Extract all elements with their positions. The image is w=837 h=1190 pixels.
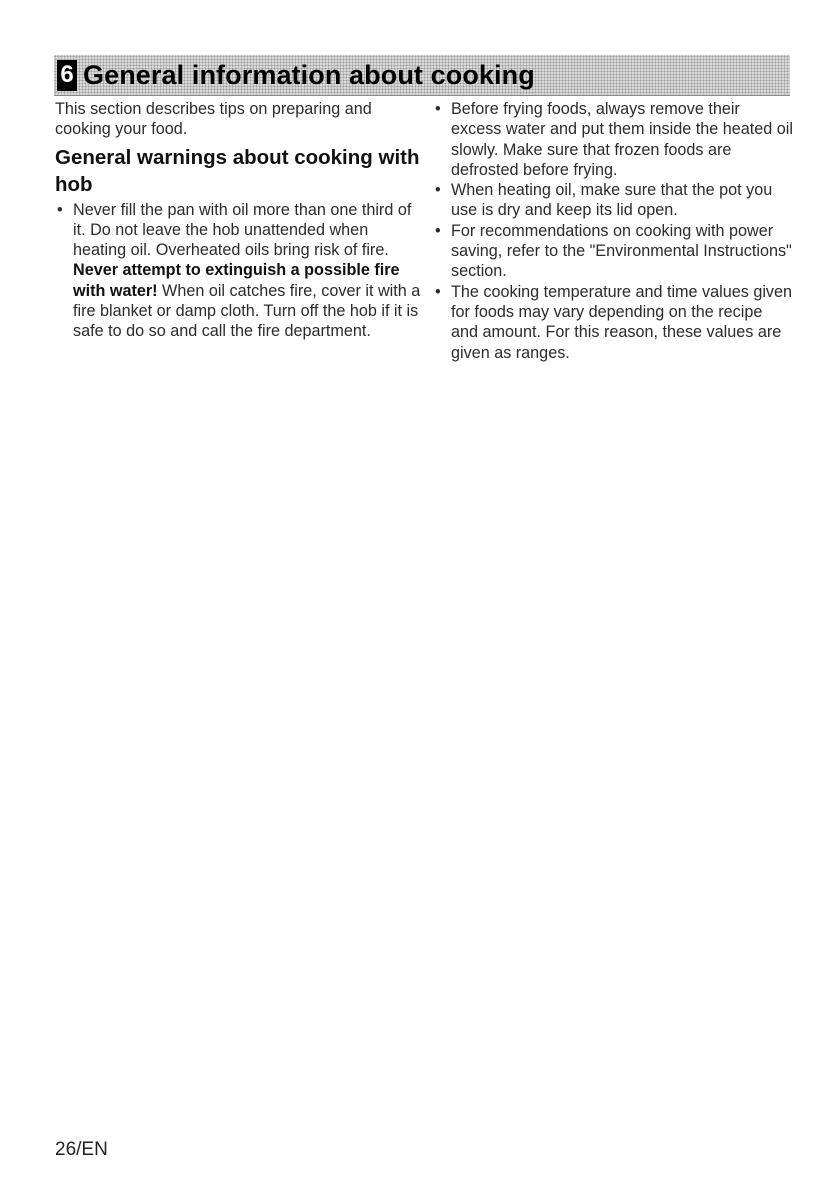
warnings-list-right xyxy=(433,99,793,363)
bullet-icon: • xyxy=(435,100,441,118)
bullet-icon: • xyxy=(435,181,441,200)
left-column xyxy=(55,99,425,342)
item-text: Never fill the pan with oil more than one third of it. Do not leave the hob unattended when heating oil. Overheated oils bring risk of fire. xyxy=(73,200,412,260)
item-text: The cooking temperature and time values given for foods may vary depending on the recipe and amount. For this reason, these values are given as ranges. xyxy=(451,282,793,362)
list-item xyxy=(433,282,793,363)
section-title: General information about cooking xyxy=(83,59,535,90)
item-warning-strong: Never attempt to extinguish a possible fire with water! xyxy=(73,261,400,300)
page-number: 26/EN xyxy=(55,1139,108,1160)
warnings-heading: General warnings about cooking with hob xyxy=(55,145,420,196)
list-item xyxy=(433,180,793,221)
intro-paragraph: This section describes tips on preparing and cooking your food. xyxy=(55,100,372,139)
bullet-icon: • xyxy=(435,221,441,240)
item-text: Before frying foods, always remove their excess water and put them inside the heated oil slowly. Make sure that frozen foods are defrosted before frying. xyxy=(451,100,793,179)
bullet-icon: • xyxy=(435,282,441,301)
bullet-icon: • xyxy=(57,200,63,219)
list-item xyxy=(433,99,793,180)
list-item xyxy=(433,221,793,282)
item-text-after: When oil catches fire, cover it with a fire blanket or damp cloth. Turn off the hob if it is safe to do so and call the fire department. xyxy=(73,281,421,341)
list-item xyxy=(55,200,425,342)
section-banner xyxy=(54,55,790,96)
item-text: For recommendations on cooking with power saving, refer to the "Environmental Instructions" section. xyxy=(451,221,792,281)
item-text: When heating oil, make sure that the pot you use is dry and keep its lid open. xyxy=(451,181,773,220)
right-column xyxy=(433,99,793,363)
section-number-badge: 6 xyxy=(57,60,77,91)
warnings-list-left xyxy=(55,200,425,342)
